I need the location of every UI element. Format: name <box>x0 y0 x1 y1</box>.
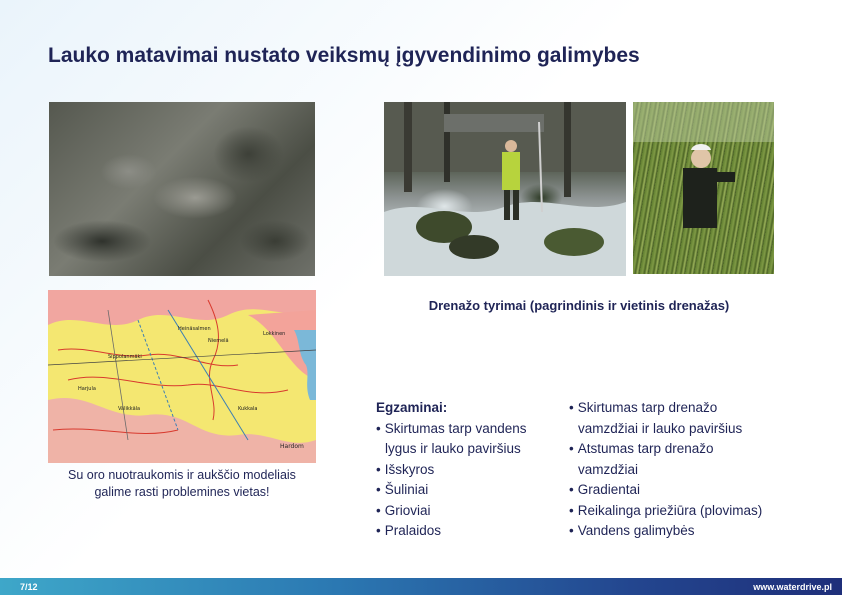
list-item-continuation: lygus ir lauko paviršius <box>385 441 521 456</box>
footer-bar <box>0 578 842 595</box>
list-item-text: Šuliniai <box>384 482 429 497</box>
map-label: Heinäsalmen <box>178 326 211 332</box>
list-item <box>376 521 527 542</box>
list-item <box>569 501 762 522</box>
examined-list-right <box>569 398 762 542</box>
list-item-text: Skirtumas tarp vandens <box>384 420 527 436</box>
list-item <box>376 460 527 481</box>
topographic-map-drawing <box>48 290 316 463</box>
examined-heading: Egzaminai: <box>376 400 448 415</box>
list-item <box>569 521 762 542</box>
list-item-text: Reikalinga priežiūra (plovimas) <box>577 502 763 518</box>
page-number: 7/12 <box>20 582 38 592</box>
list-item-text: Pralaidos <box>384 523 442 538</box>
list-item <box>569 480 762 501</box>
list-item <box>569 439 762 460</box>
list-item-text: Atstumas tarp drenažo <box>577 441 714 456</box>
reed-survey-photo <box>633 102 774 274</box>
map-label: Välikkäla <box>118 406 141 412</box>
map-label: Kukkala <box>238 406 258 412</box>
map-label: Lokkinen <box>263 331 286 337</box>
reeds-photo-drawing <box>633 102 774 274</box>
map-label: Harjula <box>78 386 96 392</box>
slide-title: Lauko matavimai nustato veiksmų įgyvendinimo galimybes <box>48 44 640 67</box>
list-item-text: Grioviai <box>384 502 431 518</box>
list-item-text: Skirtumas tarp drenažo <box>577 400 718 415</box>
list-item <box>376 419 527 440</box>
list-item-continuation: vamzdžiai <box>578 461 639 477</box>
topographic-map <box>48 290 316 463</box>
list-item <box>376 501 527 522</box>
list-item <box>569 398 762 419</box>
list-item-text: Vandens galimybės <box>577 523 695 538</box>
drainage-caption: Drenažo tyrimai (pagrindinis ir vietinis drenažas) <box>428 298 730 313</box>
map-caption-line2: galime rasti problemines vietas! <box>94 485 270 499</box>
list-item-text: Gradientai <box>577 482 641 497</box>
aerial-photo <box>49 102 315 276</box>
map-label: Hardom <box>280 443 304 450</box>
stream-survey-photo <box>384 102 626 276</box>
list-item-continuation: vamzdžiai ir lauko paviršius <box>578 420 743 436</box>
stream-photo-drawing <box>384 102 626 276</box>
examined-list-left <box>376 398 527 542</box>
map-caption-line1: Su oro nuotraukomis ir aukščio modeliais <box>68 468 296 482</box>
website-link[interactable]: www.waterdrive.pl <box>753 582 832 592</box>
map-label: Sippolanmäki <box>108 354 142 360</box>
list-item <box>376 480 527 501</box>
list-item-text: Išskyros <box>384 461 435 477</box>
map-label: Niemelä <box>208 338 229 344</box>
